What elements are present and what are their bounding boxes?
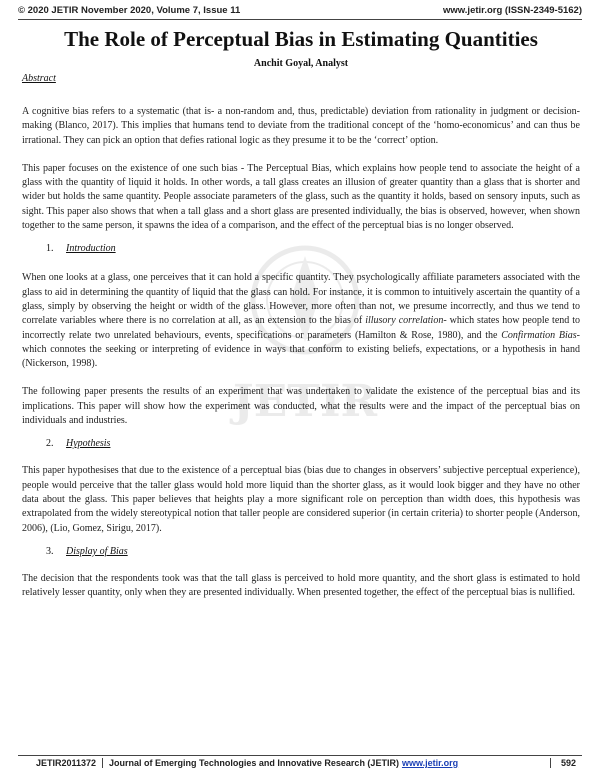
header-website-issn: www.jetir.org (ISSN-2349-5162) (442, 5, 582, 16)
section-number: 3. (46, 545, 54, 557)
article-body (22, 26, 580, 600)
footer-article-id: JETIR2011372 (18, 758, 103, 768)
footer-website-link[interactable]: www.jetir.org (401, 758, 459, 768)
paper-title: The Role of Perceptual Bias in Estimating Quantities (64, 27, 538, 51)
introduction-paragraph-2: The following paper presents the results of an experiment that was undertaken to validate the existence of the perceptual bias and its implications. This paper will show how the experiment was conducted, what the results were and the impact of the perceptual bias on individuals and industries. (22, 386, 580, 427)
section-introduction-heading (46, 242, 580, 255)
introduction-paragraph-1 (22, 271, 580, 371)
section-number: 2. (46, 438, 54, 450)
abstract-heading: Abstract (22, 73, 56, 84)
section-number: 1. (46, 243, 54, 255)
page-footer (18, 755, 582, 770)
section-title: Hypothesis (66, 438, 111, 450)
header-journal-info: © 2020 JETIR November 2020, Volume 7, Issue 11 (18, 5, 241, 16)
term-illusory-correlation: illusory correlation (365, 315, 444, 327)
text-run: When one looks at a glass, one perceives that it can hold a specific quantity. They psychologically affiliate parameters associated with the glass to aid in determining the quantity of liquid that the glass can hold. For instance, it is common to intuitively ascertain the quantity of a glass, simply by observing the height or width of the glass. However, more often than not, we presume incorrectly, and thus we tend to correlate variables where there is no correlation at all, as an extension to the bias of (22, 272, 580, 327)
abstract-paragraph-1: A cognitive bias refers to a systematic (that is- a non-random and, thus, predictable) deviation from rationality in judgment or decision-making (Blanco, 2017). This implies that humans tend to deviate from the traditional concept of the ‘homo-economicus’ and can thus be irrational. They can pick an option that defies rational logic as they presume it to be the ‘correct’ option. (22, 106, 580, 146)
footer-page-number: 592 (560, 758, 576, 768)
author-line: Anchit Goyal, Analyst (253, 58, 349, 69)
header-divider (18, 19, 582, 20)
section-title: Introduction (66, 243, 116, 255)
section-display-of-bias-heading (46, 545, 580, 558)
footer-journal-name: Journal of Emerging Technologies and Innovative Research (JETIR) (109, 758, 399, 768)
hypothesis-paragraph: This paper hypothesises that due to the existence of a perceptual bias (bias due to changes in observers’ subjective perceptual experience), people would perceive that the taller glass would hold more liquid than the shorter glass, as it would look bigger and they have no other data about the glass. This paper believes that heights play a more significant role on perception than width does, this hypothesis was extrapolated from the widely stereotypical notion that taller people are considered superior (in certain criteria) to shorter people (Anderson, 2006), (Lio, Gomez, Sirigu, 2017). (22, 465, 580, 534)
abstract-paragraph-2: This paper focuses on the existence of one such bias - The Perceptual Bias, which explains how people tend to associate the height of a glass with the quantity of liquid it holds. In other words, a tall glass creates an illusion of greater quantity than a glass that is shorter and wider but holds the same quantity. People associate parameters of the glass, such as the quantity it holds, based on sensory inputs, such as sight. This paper also shows that when a tall glass and a short glass are presented individually, the bias is observed, however, when shown together to the same person, it spawns the idea of a comparison, and the effect of the perceptual bias is no longer observed. (22, 162, 580, 232)
watermark-text: JETIR (232, 376, 378, 427)
text-run: - which connotes the seeking or interpreting of evidence in ways that conform to existing beliefs, expectations, or a hypothesis in hand (Nickerson, 1998). (22, 329, 580, 370)
text-run: - which states how people tend to incorrectly relate two unrelated behaviours, events, specifications or parameters (Hamilton & Rose, 1980), and the (22, 315, 581, 341)
display-of-bias-paragraph: The decision that the respondents took was that the tall glass is perceived to hold more quantity, and the short glass is estimated to hold relatively lesser quantity, only when they are presented individually. When presented together, the effect of the perceptual bias is nullified. (22, 572, 580, 599)
page-header (18, 5, 582, 19)
term-confirmation-bias: Confirmation Bias (501, 329, 577, 341)
section-hypothesis-heading (46, 437, 580, 450)
footer-journal (103, 758, 551, 768)
section-title: Display of Bias (66, 545, 128, 557)
